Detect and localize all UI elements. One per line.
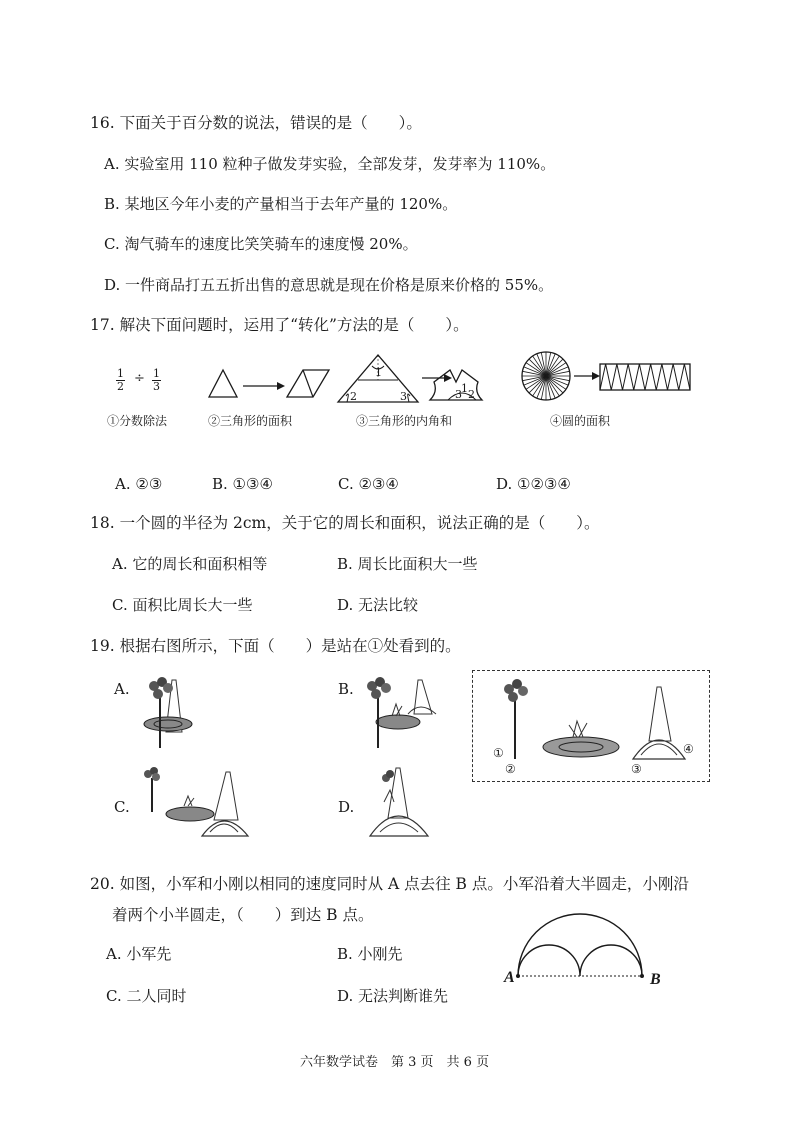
circle-area-figure	[520, 350, 692, 402]
q20-option-d: D. 无法判断谁先	[337, 987, 449, 1005]
q19-option-d: D.	[338, 798, 355, 816]
reference-scene-box	[472, 670, 710, 782]
angle-label-3: 3	[400, 390, 407, 403]
q16-option-a: A. 实验室用 110 粒种子做发芽实验，全部发芽，发芽率为 110%。	[104, 155, 556, 173]
q18-option-b: B. 周长比面积大一些	[337, 555, 478, 573]
page-footer: 六年数学试卷 第 3 页 共 6 页	[300, 1055, 490, 1070]
fraction-denominator: 2	[117, 380, 124, 393]
fraction-numerator: 1	[153, 367, 160, 380]
angle-label-2-moved: 2	[468, 388, 475, 401]
q20-stem-line2: 着两个小半圆走，（ ）到达 B 点。	[112, 906, 374, 924]
q19-option-b: B.	[338, 680, 354, 698]
angle-label-1-moved: 1	[461, 382, 468, 395]
caption-fraction-division: ①分数除法	[107, 414, 168, 428]
q17-option-b: B. ①③④	[212, 475, 273, 493]
q16-option-b: B. 某地区今年小麦的产量相当于去年产量的 120%。	[104, 195, 458, 213]
view-d-image	[362, 762, 442, 840]
q17-stem: 17. 解决下面问题时，运用了“转化”方法的是（ ）。	[90, 316, 469, 334]
triangle-angle-sum-figure	[336, 352, 516, 404]
q20-stem-line1: 20. 如图，小军和小刚以相同的速度同时从 A 点去往 B 点。小军沿着大半圆走，小刚沿	[90, 875, 689, 893]
fraction-one-third	[152, 368, 161, 393]
triangle-to-parallelogram-figure	[205, 366, 330, 400]
fraction-one-half	[116, 368, 125, 393]
angle-label-2: 2	[350, 390, 357, 403]
q18-option-a: A. 它的周长和面积相等	[112, 555, 268, 573]
q18-option-d: D. 无法比较	[337, 596, 419, 614]
angle-label-3-moved: 3	[455, 388, 462, 401]
q19-stem: 19. 根据右图所示，下面（ ）是站在①处看到的。	[90, 637, 461, 655]
fraction-denominator: 3	[153, 380, 160, 393]
q17-option-a: A. ②③	[115, 475, 163, 493]
point-a-label: A	[504, 969, 515, 986]
view-c-image	[138, 762, 268, 840]
position-marker-3: ③	[631, 762, 642, 776]
q16-option-c: C. 淘气骑车的速度比笑笑骑车的速度慢 20%。	[104, 235, 418, 253]
q20-option-c: C. 二人同时	[106, 987, 187, 1005]
angle-label-1: 1	[375, 366, 382, 379]
q16-option-d: D. 一件商品打五五折出售的意思就是现在价格是原来价格的 55%。	[104, 276, 554, 294]
position-marker-1: ①	[493, 746, 504, 760]
q19-option-a: A.	[114, 680, 130, 698]
q19-option-c: C.	[114, 798, 130, 816]
position-marker-4: ④	[683, 742, 694, 756]
q18-option-c: C. 面积比周长大一些	[112, 596, 253, 614]
q18-stem: 18. 一个圆的半径为 2cm，关于它的周长和面积，说法正确的是（ ）。	[90, 514, 600, 532]
q20-option-b: B. 小刚先	[337, 945, 403, 963]
semicircle-path-figure	[500, 910, 670, 990]
view-a-image	[138, 672, 198, 754]
division-sign: ÷	[134, 371, 145, 386]
fraction-numerator: 1	[117, 367, 124, 380]
caption-triangle-angles: ③三角形的内角和	[356, 414, 453, 428]
caption-circle-area: ④圆的面积	[550, 414, 611, 428]
q17-option-c: C. ②③④	[338, 475, 399, 493]
caption-triangle-area: ②三角形的面积	[208, 414, 293, 428]
view-b-image	[362, 672, 442, 754]
point-b-label: B	[650, 971, 661, 988]
position-marker-2: ②	[505, 762, 516, 776]
q20-option-a: A. 小军先	[106, 945, 172, 963]
q17-option-d: D. ①②③④	[496, 475, 571, 493]
q16-stem: 16. 下面关于百分数的说法，错误的是（ ）。	[90, 114, 422, 132]
